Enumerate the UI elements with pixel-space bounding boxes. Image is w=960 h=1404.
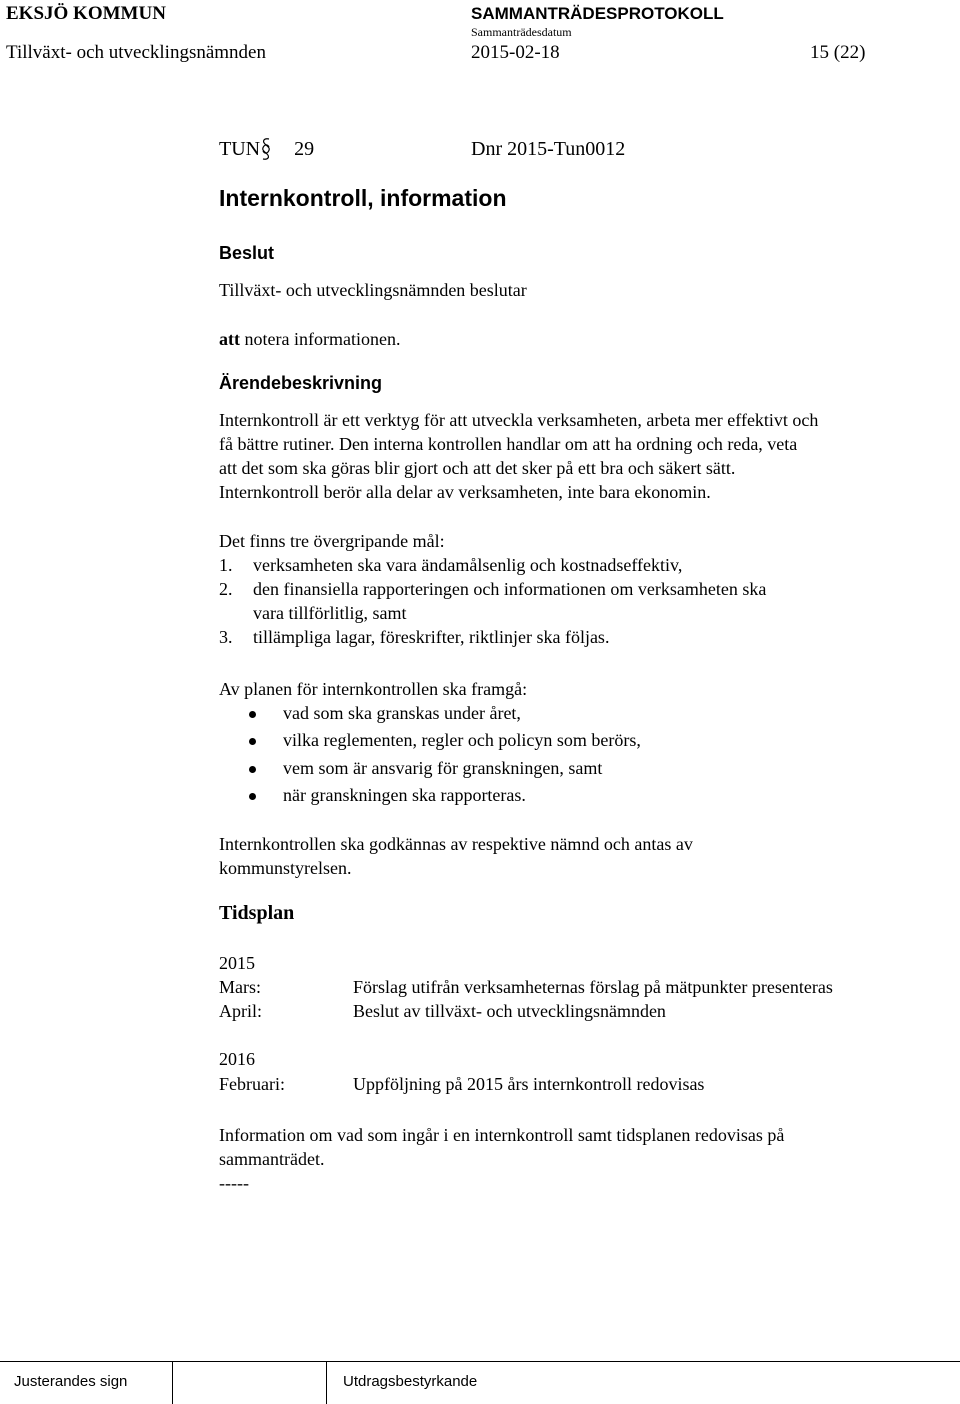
footer-divider: [0, 1361, 960, 1362]
approval-paragraph: [219, 832, 693, 880]
case-prefix: TUN: [219, 138, 261, 160]
schedule-month: April:: [219, 1001, 262, 1021]
description-line: att det som ska göras blir gjort och att det sker på ett bra och säkert sätt.: [219, 458, 736, 478]
item-text: den finansiella rapporteringen och informationen om verksamheten ska: [253, 579, 767, 599]
bullet-text: vilka reglementen, regler och policyn som berörs,: [283, 730, 641, 750]
committee-name: Tillväxt- och utvecklingsnämnden: [6, 42, 266, 63]
item-text: verksamheten ska vara ändamålsenlig och kostnadseffektiv,: [253, 555, 683, 575]
description-heading: Ärendebeskrivning: [219, 373, 383, 393]
page-number: 15 (22): [810, 42, 866, 63]
info-line: Information om vad som ingår i en internkontroll samt tidsplanen redovisas på: [219, 1125, 785, 1145]
decision-heading: Beslut: [219, 243, 275, 263]
decision-item-text: notera informationen.: [240, 329, 401, 349]
bullet-text: vad som ska granskas under året,: [283, 703, 521, 723]
document-type: SAMMANTRÄDESPROTOKOLL: [471, 4, 724, 23]
extract-label: Utdragsbestyrkande: [343, 1373, 478, 1390]
plan-intro: Av planen för internkontrollen ska framgå:: [219, 679, 528, 699]
goals-intro: Det finns tre övergripande mål:: [219, 531, 445, 551]
paragraph-number: 29: [294, 138, 315, 160]
signature-label: Justerandes sign: [14, 1373, 128, 1390]
bullet-icon: [249, 793, 256, 800]
schedule-month: Mars:: [219, 977, 261, 997]
decision-item-lead: att: [219, 329, 240, 349]
item-number: 3.: [219, 627, 233, 647]
info-line: sammanträdet.: [219, 1149, 325, 1169]
item-text: vara tillförlitlig, samt: [253, 603, 407, 623]
organization-name: EKSJÖ KOMMUN: [6, 3, 166, 24]
schedule-activity: Beslut av tillväxt- och utvecklingsnämnden: [353, 1001, 666, 1021]
footer-separator: [172, 1361, 173, 1404]
schedule-activity: Förslag utifrån verksamheternas förslag på mätpunkter presenteras: [353, 977, 833, 997]
decision-item: [219, 327, 400, 351]
bullet-icon: [249, 766, 256, 773]
bullet-icon: [249, 711, 256, 718]
decision-text: Tillväxt- och utvecklingsnämnden beslutar: [219, 280, 527, 300]
meeting-date: 2015-02-18: [471, 42, 560, 63]
bullet-icon: [249, 738, 256, 745]
description-paragraph: [219, 408, 924, 504]
bullet-text: vem som är ansvarig för granskningen, samt: [283, 758, 603, 778]
item-number: 2.: [219, 579, 233, 599]
schedule-year: 2016: [219, 1049, 255, 1069]
approval-line: kommunstyrelsen.: [219, 858, 352, 878]
bullet-text: när granskningen ska rapporteras.: [283, 785, 526, 805]
footer-separator: [326, 1361, 327, 1404]
description-line: få bättre rutiner. Den interna kontrollen handlar om att ha ordning och reda, veta: [219, 434, 798, 454]
approval-line: Internkontrollen ska godkännas av respektive nämnd och antas av: [219, 834, 693, 854]
description-line: Internkontroll är ett verktyg för att utveckla verksamheten, arbeta mer effektivt och: [219, 410, 819, 430]
case-reference: Dnr 2015-Tun0012: [471, 138, 626, 160]
item-number: 1.: [219, 555, 233, 575]
item-text: tillämpliga lagar, föreskrifter, riktlinjer ska följas.: [253, 627, 610, 647]
schedule-month: Februari:: [219, 1074, 285, 1094]
date-label: Sammanträdesdatum: [471, 25, 572, 39]
end-mark: -----: [219, 1173, 249, 1193]
page-title: Internkontroll, information: [219, 185, 507, 211]
description-line: Internkontroll berör alla delar av verksamheten, inte bara ekonomin.: [219, 482, 711, 502]
section-sign-icon: [258, 136, 274, 162]
info-paragraph: [219, 1123, 784, 1171]
schedule-year: 2015: [219, 953, 255, 973]
schedule-activity: Uppföljning på 2015 års internkontroll redovisas: [353, 1074, 705, 1094]
schedule-heading: Tidsplan: [219, 902, 295, 924]
